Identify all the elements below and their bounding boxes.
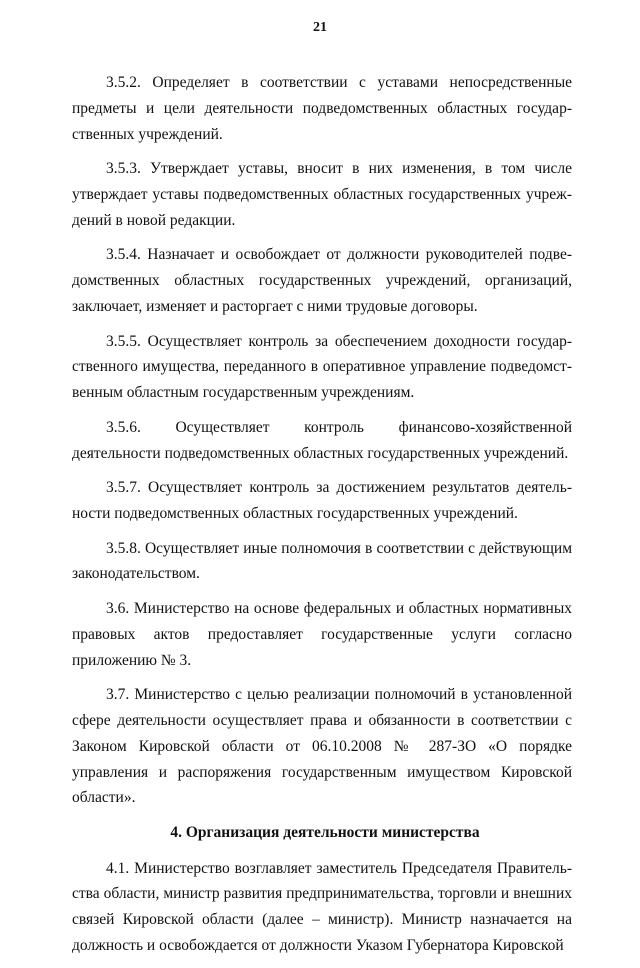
paragraph-3-5-4: 3.5.4. Назначает и освобождает от должности руководителей подведомственных областных государственных учреждений, организаций, заключает, изменяет и расторгает с ними трудовые договоры. — [72, 246, 572, 315]
paragraph-3-5-2: 3.5.2. Определяет в соответствии с уставами непосредственные предметы и цели деятельности подведомственных областных государственных учреждений. — [72, 74, 572, 143]
section-heading: 4. Организация деятельности министерства — [170, 823, 480, 841]
paragraph-3-5-3: 3.5.3. Утверждает уставы, вносит в них изменения, в том числе утверждает уставы подведомственных областных государственных учреждений в новой редакции. — [72, 160, 572, 229]
paragraph-3-5-7: 3.5.7. Осуществляет контроль за достижением результатов деятельности подведомственных областных государственных учреждений. — [72, 479, 572, 522]
paragraph-4-1: 4.1. Министерство возглавляет заместитель Председателя Правительства области, министр развития предпринимательства, торговли и внешних связей Кировской области (далее – министр). Министр назначается на должность и освобождается от должности Указом Губернатора Кировской — [72, 859, 572, 955]
page-number: 21 — [313, 20, 327, 35]
document-body — [72, 70, 572, 968]
paragraph-3-5-8: 3.5.8. Осуществляет иные полномочия в соответствии с действующим законодательством. — [72, 539, 572, 583]
paragraph-3-5-5: 3.5.5. Осуществляет контроль за обеспечением доходности государственного имущества, переданного в оперативное управление подведомственным областным государственным учреждениям. — [72, 332, 572, 402]
paragraph-3-6: 3.6. Министерство на основе федеральных и областных нормативных правовых актов предоставляет государственные услуги согласно приложению № 3. — [72, 599, 572, 669]
paragraph-3-7: 3.7. Министерство с целью реализации полномочий в установленной сфере деятельности осуществляет права и обязанности в соответствии с Законом Кировской области от 06.10.2008 № 287-ЗО «О порядке управления и распоряжения государственным имуществом Кировской области». — [72, 686, 572, 807]
paragraph-3-5-6: 3.5.6. Осуществляет контроль финансово-хозяйственной деятельности подведомственных областных государственных учреждений. — [72, 418, 572, 462]
